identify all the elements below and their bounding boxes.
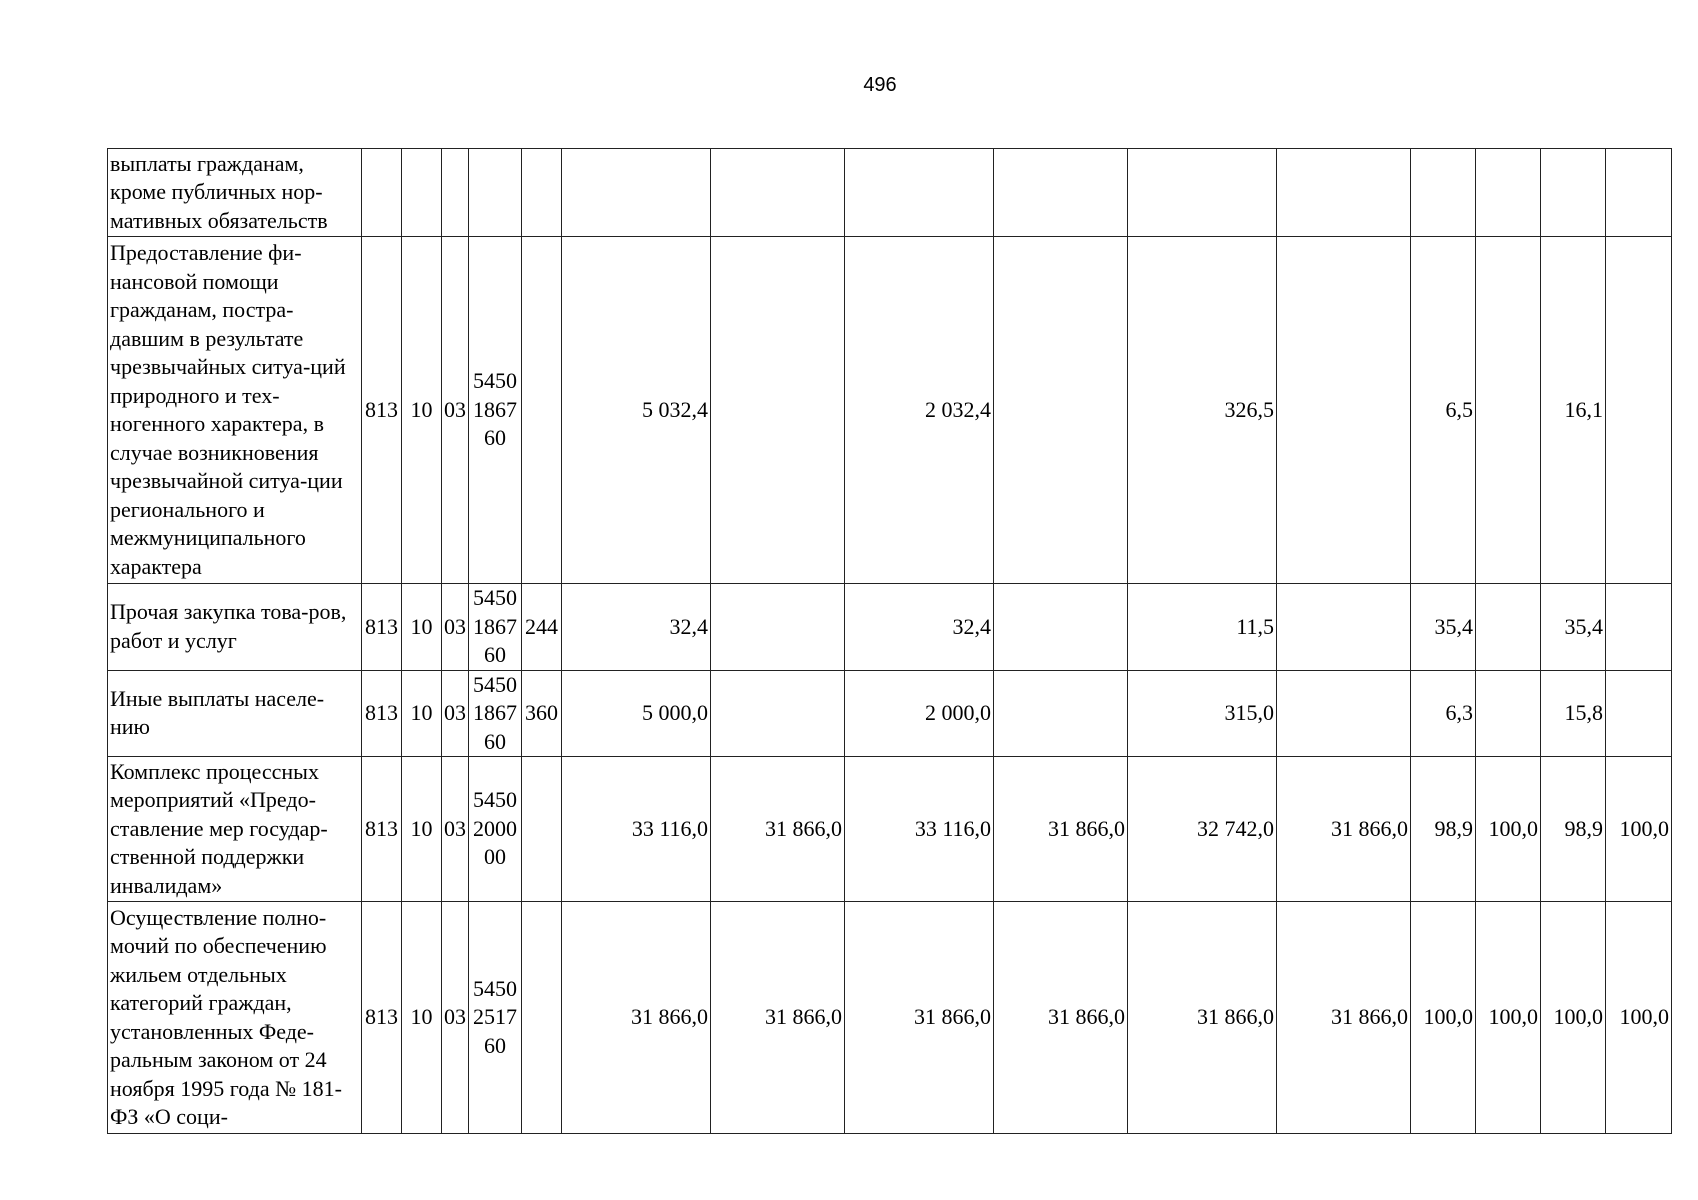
percent-cell bbox=[1411, 149, 1476, 237]
section-code: 10 bbox=[402, 757, 442, 902]
percent-cell: 98,9 bbox=[1411, 757, 1476, 902]
value-cell: 2 032,4 bbox=[845, 237, 994, 584]
value-cell bbox=[994, 584, 1128, 671]
table-row bbox=[108, 757, 1672, 902]
value-cell bbox=[1277, 584, 1411, 671]
table-row bbox=[108, 149, 1672, 237]
admin-code: 813 bbox=[362, 902, 402, 1134]
percent-cell: 6,5 bbox=[1411, 237, 1476, 584]
target-article-code: 5450 1867 60 bbox=[469, 584, 522, 671]
value-cell: 5 000,0 bbox=[562, 670, 711, 757]
value-cell bbox=[994, 149, 1128, 237]
value-cell bbox=[845, 149, 994, 237]
percent-cell bbox=[1476, 584, 1541, 671]
percent-cell bbox=[1606, 584, 1672, 671]
row-name: выплаты гражданам, кроме публичных нор-мативных обязательств bbox=[108, 149, 362, 237]
admin-code: 813 bbox=[362, 584, 402, 671]
value-cell: 32,4 bbox=[845, 584, 994, 671]
value-cell bbox=[994, 237, 1128, 584]
value-cell bbox=[562, 149, 711, 237]
percent-cell bbox=[1606, 237, 1672, 584]
expense-type-code: 360 bbox=[522, 670, 562, 757]
table-row bbox=[108, 670, 1672, 757]
admin-code: 813 bbox=[362, 670, 402, 757]
value-cell: 33 116,0 bbox=[562, 757, 711, 902]
value-cell: 31 866,0 bbox=[1128, 902, 1277, 1134]
value-cell: 31 866,0 bbox=[711, 757, 845, 902]
row-name: Предоставление фи-нансовой помощи гражданам, постра-давшим в результате чрезвычайных ситуа-ций природного и тех-ногенного характера, в случае возникновения чрезвычайной ситуа-ции регионального и межмуниципального характера bbox=[108, 237, 362, 584]
row-name: Осуществление полно-мочий по обеспечению жильем отдельных категорий граждан, установленных Феде-ральным законом от 24 ноября 1995 года № 181-ФЗ «О соци- bbox=[108, 902, 362, 1134]
value-cell bbox=[711, 584, 845, 671]
percent-cell: 100,0 bbox=[1411, 902, 1476, 1134]
value-cell bbox=[711, 670, 845, 757]
target-article-code: 5450 1867 60 bbox=[469, 670, 522, 757]
section-code bbox=[402, 149, 442, 237]
percent-cell: 100,0 bbox=[1476, 902, 1541, 1134]
value-cell bbox=[1128, 149, 1277, 237]
percent-cell: 35,4 bbox=[1411, 584, 1476, 671]
value-cell: 315,0 bbox=[1128, 670, 1277, 757]
value-cell: 5 032,4 bbox=[562, 237, 711, 584]
value-cell: 11,5 bbox=[1128, 584, 1277, 671]
percent-cell: 100,0 bbox=[1606, 902, 1672, 1134]
percent-cell: 100,0 bbox=[1606, 757, 1672, 902]
percent-cell: 16,1 bbox=[1541, 237, 1606, 584]
table-row bbox=[108, 237, 1672, 584]
value-cell: 33 116,0 bbox=[845, 757, 994, 902]
row-name: Прочая закупка това-ров, работ и услуг bbox=[108, 584, 362, 671]
value-cell: 32,4 bbox=[562, 584, 711, 671]
value-cell bbox=[994, 670, 1128, 757]
expense-type-code bbox=[522, 757, 562, 902]
subsection-code: 03 bbox=[442, 237, 469, 584]
value-cell: 326,5 bbox=[1128, 237, 1277, 584]
expense-type-code bbox=[522, 902, 562, 1134]
expense-type-code bbox=[522, 149, 562, 237]
row-name: Иные выплаты населе-нию bbox=[108, 670, 362, 757]
value-cell: 31 866,0 bbox=[1277, 757, 1411, 902]
target-article-code: 5450 2517 60 bbox=[469, 902, 522, 1134]
percent-cell: 100,0 bbox=[1476, 757, 1541, 902]
subsection-code: 03 bbox=[442, 584, 469, 671]
subsection-code bbox=[442, 149, 469, 237]
target-article-code: 5450 1867 60 bbox=[469, 237, 522, 584]
table-row bbox=[108, 902, 1672, 1134]
subsection-code: 03 bbox=[442, 757, 469, 902]
value-cell bbox=[1277, 149, 1411, 237]
target-article-code: 5450 2000 00 bbox=[469, 757, 522, 902]
value-cell bbox=[1277, 237, 1411, 584]
admin-code bbox=[362, 149, 402, 237]
expense-type-code bbox=[522, 237, 562, 584]
value-cell bbox=[1277, 670, 1411, 757]
row-name: Комплекс процессных мероприятий «Предо-ставление мер государ-ственной поддержки инвалидам» bbox=[108, 757, 362, 902]
value-cell: 31 866,0 bbox=[845, 902, 994, 1134]
percent-cell bbox=[1476, 149, 1541, 237]
percent-cell: 100,0 bbox=[1541, 902, 1606, 1134]
percent-cell: 98,9 bbox=[1541, 757, 1606, 902]
table-row bbox=[108, 584, 1672, 671]
percent-cell bbox=[1476, 237, 1541, 584]
value-cell: 31 866,0 bbox=[994, 757, 1128, 902]
percent-cell bbox=[1476, 670, 1541, 757]
section-code: 10 bbox=[402, 670, 442, 757]
value-cell bbox=[711, 237, 845, 584]
percent-cell bbox=[1606, 149, 1672, 237]
percent-cell: 6,3 bbox=[1411, 670, 1476, 757]
subsection-code: 03 bbox=[442, 902, 469, 1134]
expense-type-code: 244 bbox=[522, 584, 562, 671]
admin-code: 813 bbox=[362, 237, 402, 584]
value-cell: 31 866,0 bbox=[994, 902, 1128, 1134]
value-cell: 2 000,0 bbox=[845, 670, 994, 757]
percent-cell bbox=[1541, 149, 1606, 237]
value-cell: 31 866,0 bbox=[1277, 902, 1411, 1134]
admin-code: 813 bbox=[362, 757, 402, 902]
value-cell: 31 866,0 bbox=[711, 902, 845, 1134]
subsection-code: 03 bbox=[442, 670, 469, 757]
percent-cell bbox=[1606, 670, 1672, 757]
page-number: 496 bbox=[863, 74, 897, 96]
section-code: 10 bbox=[402, 237, 442, 584]
section-code: 10 bbox=[402, 584, 442, 671]
budget-execution-table bbox=[107, 148, 1672, 1134]
percent-cell: 35,4 bbox=[1541, 584, 1606, 671]
target-article-code bbox=[469, 149, 522, 237]
value-cell: 31 866,0 bbox=[562, 902, 711, 1134]
value-cell bbox=[711, 149, 845, 237]
section-code: 10 bbox=[402, 902, 442, 1134]
percent-cell: 15,8 bbox=[1541, 670, 1606, 757]
value-cell: 32 742,0 bbox=[1128, 757, 1277, 902]
